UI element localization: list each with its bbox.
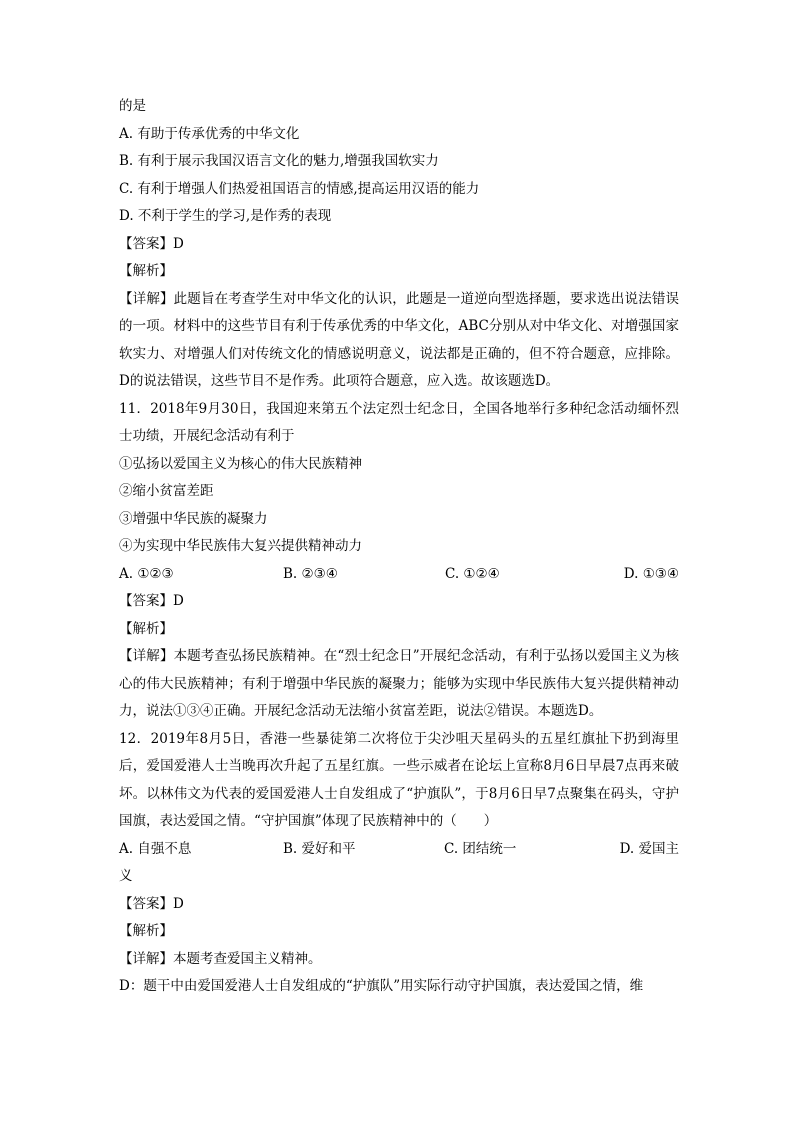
question-12-choice-d-wrap: 义 (119, 868, 133, 884)
question-11-choice-a: A. ①②③ (119, 565, 174, 582)
question-12-analysis-label: 【解析】 (119, 923, 173, 939)
question-11-answer: 【答案】D (119, 593, 184, 609)
question-10-option-d: D. 不利于学生的学习,是作秀的表现 (119, 208, 332, 224)
question-11-detail: 【详解】本题考查弘扬民族精神。在“烈士纪念日”开展纪念活动，有利于弘扬以爱国主义为核心的伟大民族精神；有利于增强中华民族的凝聚力；能够为实现中华民族伟大复兴提供精神动力，说法①③④正确。开展纪念活动无法缩小贫富差距，说法②错误。本题选D。 (119, 648, 679, 719)
question-10-option-a: A. 有助于传承优秀的中华文化 (119, 125, 300, 142)
document-page (119, 93, 679, 1001)
question-11-choice-d: D. ①③④ (623, 565, 679, 582)
question-10-answer: 【答案】D (119, 235, 184, 252)
question-10-detail: 【详解】此题旨在考查学生对中华文化的认识，此题是一道逆向型选择题，要求选出说法错误的一项。材料中的这些节目有利于传承优秀的中华文化，ABC分别从对中华文化、对增强国家软实力、对增强人们对传统文化的情感说明意义，说法都是正确的，但不符合题意，应排除。D的说法错误，这些节目不是作秀。此项符合题意，应入选。故该题选D。 (119, 290, 679, 389)
question-12-detail: 【详解】本题考查爱国主义精神。 (119, 950, 322, 967)
question-10-option-c: C. 有利于增强人们热爱祖国语言的情感,提高运用汉语的能力 (119, 180, 480, 197)
question-12-choice-d: D. 爱国主 (619, 840, 679, 857)
question-11-choice-c: C. ①②④ (445, 565, 500, 582)
question-12-answer: 【答案】D (119, 895, 184, 912)
question-11-item-4: ④为实现中华民族伟大复兴提供精神动力 (119, 538, 362, 554)
question-12-detail-d: D：题干中由爱国爱港人士自发组成的“护旗队”用实际行动守护国旗，表达爱国之情，维 (119, 978, 644, 994)
question-11-item-2: ②缩小贫富差距 (119, 483, 214, 499)
question-10-stem-tail: 的是 (119, 98, 146, 114)
question-10-option-b: B. 有利于展示我国汉语言文化的魅力,增强我国软实力 (119, 153, 439, 169)
question-12-choice-c: C. 团结统一 (444, 840, 517, 857)
question-12-choice-b: B. 爱好和平 (283, 840, 356, 857)
question-11-choice-b: B. ②③④ (283, 565, 338, 582)
question-12-stem: 12．2019年8月5日，香港一些暴徒第二次将位于尖沙咀天星码头的五星红旗扯下扔到海里后，爱国爱港人士当晚再次升起了五星红旗。一些示威者在论坛上宣称8月6日早晨7点再来破坏。以林伟文为代表的爱国爱港人士自发组成了“护旗队”，于8月6日早7点聚集在码头，守护国旗，表达爱国之情。“守护国旗”体现了民族精神中的（ ） (119, 730, 679, 829)
question-11-choices (119, 561, 679, 589)
question-12-choices (119, 836, 679, 864)
question-11-item-3: ③增强中华民族的凝聚力 (119, 510, 268, 527)
question-12-choice-a: A. 自强不息 (119, 840, 192, 857)
question-11-item-1: ①弘扬以爱国主义为核心的伟大民族精神 (119, 455, 362, 472)
question-10-analysis-label: 【解析】 (119, 263, 173, 279)
question-11-stem: 11．2018年9月30日，我国迎来第五个法定烈士纪念日，全国各地举行多种纪念活动缅怀烈士功绩，开展纪念活动有利于 (119, 400, 679, 444)
question-11-analysis-label: 【解析】 (119, 620, 173, 637)
